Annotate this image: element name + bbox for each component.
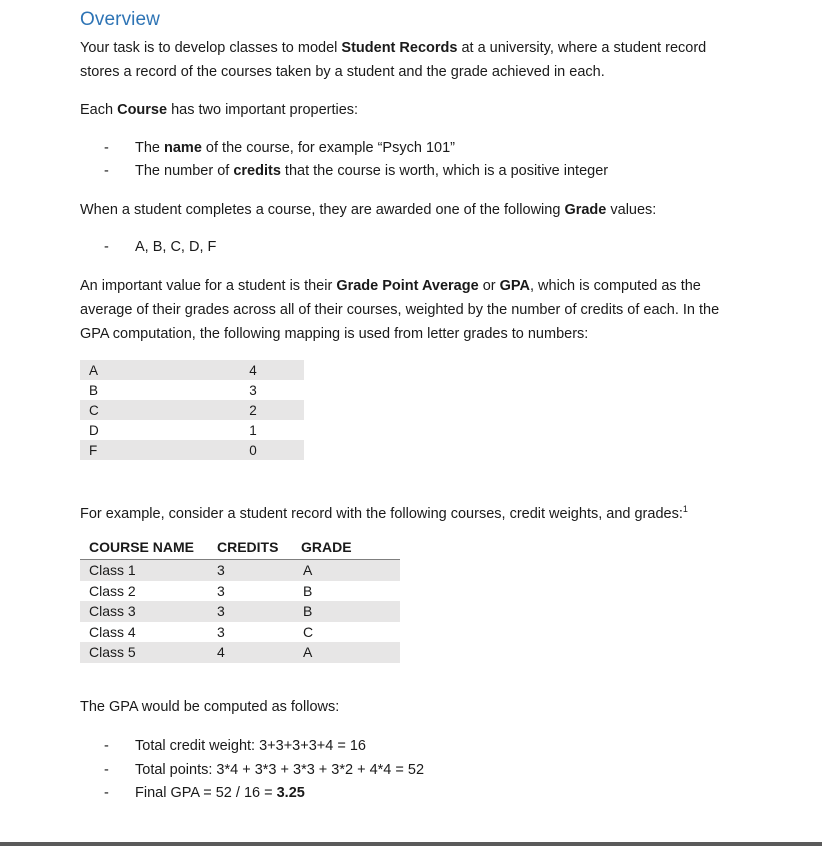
- course-name-cell: Class 1: [89, 562, 136, 579]
- property-text-2: that the course is worth, which is a positive integer: [280, 163, 609, 179]
- property-item-name: [104, 137, 455, 160]
- grade-intro: [80, 198, 770, 222]
- computation-text: Total credit weight: 3+3+3+3+4 = 16: [135, 738, 366, 754]
- grade-letter: B: [89, 382, 99, 398]
- table-row: [80, 581, 400, 602]
- intro-text-1: Your task is to develop classes to model: [80, 40, 342, 56]
- table-row: [80, 560, 400, 581]
- column-header-course-name: COURSE NAME: [89, 539, 195, 555]
- grade-intro-text-1: When a student completes a course, they are awarded one of the following: [80, 202, 565, 218]
- grade-cell: B: [303, 582, 313, 599]
- example-intro-text: For example, consider a student record with the following courses, credit weights, and grades:: [80, 505, 683, 522]
- grade-points: 4: [249, 362, 257, 378]
- gpa-text-2: or: [478, 278, 500, 294]
- gpa-paragraph: [80, 274, 770, 346]
- grade-cell: A: [303, 644, 313, 661]
- course-intro-text-1: Each: [80, 102, 118, 118]
- page-title: Overview: [80, 9, 160, 30]
- course-name-cell: Class 2: [89, 582, 136, 599]
- grade-points: 1: [249, 422, 257, 438]
- course-intro: [80, 98, 770, 122]
- credits-cell: 3: [217, 582, 225, 599]
- computation-text: Total points: 3*4 + 3*3 + 3*3 + 3*2 + 4*4 = 52: [135, 762, 425, 778]
- grade-values-text: A, B, C, D, F: [135, 239, 217, 255]
- table-row: [80, 360, 304, 380]
- property-bold: credits: [233, 163, 281, 179]
- table-row: [80, 642, 400, 663]
- column-header-credits: CREDITS: [217, 539, 279, 555]
- bullet-dash: -: [104, 140, 109, 156]
- table-header: [80, 537, 400, 560]
- computation-item-credit-weight: [104, 735, 366, 758]
- grade-points: 2: [249, 402, 257, 418]
- table-row: [80, 420, 304, 440]
- intro-bold-student-records: Student Records: [341, 40, 458, 56]
- grade-intro-bold: Grade: [564, 202, 607, 218]
- grade-letter: A: [89, 362, 99, 378]
- property-bold: name: [164, 140, 202, 156]
- intro-paragraph: [80, 36, 770, 84]
- bullet-dash: -: [104, 762, 109, 778]
- grade-letter: F: [89, 442, 98, 458]
- gpa-text-line2: average of their grades across all of their courses, weighted by the number of credits of each. In the: [80, 302, 720, 318]
- course-name-cell: Class 5: [89, 644, 136, 661]
- gpa-text-line3: GPA computation, the following mapping is used from letter grades to numbers:: [80, 326, 589, 342]
- table-row: [80, 440, 304, 460]
- computation-item-total-points: [104, 759, 424, 782]
- credits-cell: 3: [217, 562, 225, 579]
- bullet-dash: -: [104, 239, 109, 255]
- gpa-bold-1: Grade Point Average: [336, 278, 479, 294]
- intro-text-line2: stores a record of the courses taken by a student and the grade achieved in each.: [80, 64, 605, 80]
- credits-cell: 3: [217, 603, 225, 620]
- grade-cell: B: [303, 603, 313, 620]
- course-table: [80, 537, 400, 663]
- bullet-dash: -: [104, 738, 109, 754]
- computation-item-final-gpa: [104, 782, 305, 805]
- grade-mapping-table: [80, 360, 304, 460]
- table-row: [80, 380, 304, 400]
- final-gpa-value: 3.25: [276, 785, 305, 801]
- computed-intro: The GPA would be computed as follows:: [80, 699, 340, 715]
- grade-letter: D: [89, 422, 99, 438]
- property-item-credits: [104, 160, 608, 183]
- table-row: [80, 601, 400, 622]
- gpa-text-1: An important value for a student is their: [80, 278, 337, 294]
- column-header-grade: GRADE: [301, 539, 352, 555]
- grade-cell: C: [303, 623, 314, 640]
- grade-points: 0: [249, 442, 257, 458]
- property-text-1: The: [135, 140, 165, 156]
- gpa-text-3: , which is computed as the: [529, 278, 701, 294]
- example-intro: [80, 497, 770, 526]
- table-row: [80, 400, 304, 420]
- grade-intro-text-2: values:: [606, 202, 657, 218]
- grade-letter: C: [89, 402, 99, 418]
- property-text-2: of the course, for example “Psych 101”: [201, 140, 455, 156]
- course-name-cell: Class 4: [89, 623, 136, 640]
- bullet-dash: -: [104, 163, 109, 179]
- bullet-dash: -: [104, 785, 109, 801]
- credits-cell: 3: [217, 623, 225, 640]
- course-intro-text-2: has two important properties:: [167, 102, 359, 118]
- page-bottom-border: [0, 842, 822, 846]
- course-intro-bold: Course: [117, 102, 168, 118]
- grade-cell: A: [303, 562, 313, 579]
- grade-points: 3: [249, 382, 257, 398]
- course-name-cell: Class 3: [89, 603, 136, 620]
- computation-text: Final GPA = 52 / 16 =: [135, 785, 277, 801]
- property-text-1: The number of: [135, 163, 234, 179]
- footnote-marker[interactable]: 1: [682, 504, 688, 514]
- grade-values-item: [104, 236, 216, 259]
- table-row: [80, 622, 400, 643]
- credits-cell: 4: [217, 644, 225, 661]
- intro-text-2: at a university, where a student record: [457, 40, 707, 56]
- gpa-bold-2: GPA: [499, 278, 530, 294]
